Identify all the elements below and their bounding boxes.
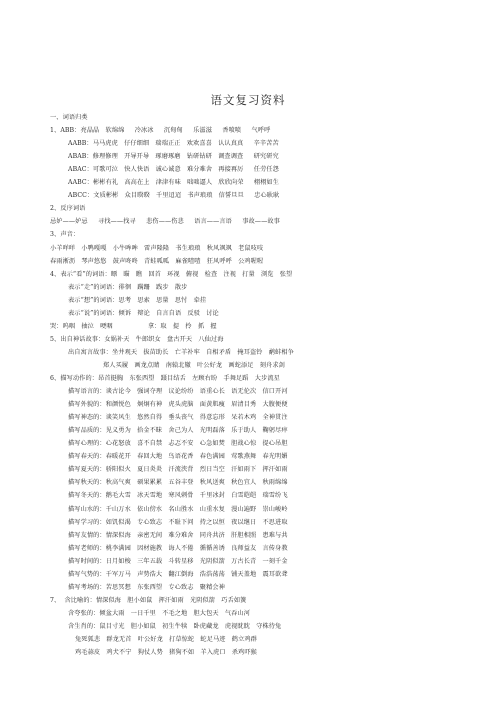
text-line: AABB：马马虎虎 仔仔细细 瑞瑞正正 欢欢喜喜 认认真真 辛辛苦苦 bbox=[68, 140, 279, 148]
text-line: 6、描写动作的：昂首挺胸 东张西望 蹑目结舌 左顾右盼 手舞足蹈 大步流星 bbox=[50, 375, 280, 382]
text-line: 忌妒——妒忌 寻找——找寻 悲伤——伤悲 语言——言语 事故——故事 bbox=[50, 218, 280, 226]
text-line: 描写友情的：情深似海 亲密无间 难分难舍 同舟共济 肝胆相照 患难与共 bbox=[68, 531, 288, 539]
text-line: ABCC：文质彬彬 众目睽睽 千里迢迢 书声琅琅 信誓旦旦 忠心耿耿 bbox=[68, 192, 280, 200]
text-line: 描写学习的：如饥似渴 专心致志 不耻下问 持之以恒 夜以继日 不思进取 bbox=[68, 518, 288, 526]
text-line: 郑人买履 画龙点睛 南辕北辙 叶公好龙 画蛇添足 刻舟求剑 bbox=[103, 361, 285, 369]
text-line: 描写冬天的：鹅毛大雪 冰天雪地 寒风刺骨 千里冰封 白雪皑皑 瑞雪纷飞 bbox=[68, 492, 288, 500]
text-line: 1、ABB：亮晶晶 软绵绵 冷冰冰 沉甸甸 乐滋滋 香喷喷 气呼呼 bbox=[50, 127, 271, 135]
text-line: ABAC：可歌可泣 快人快语 诚心诚意 难分难舍 再接再厉 任劳任怨 bbox=[68, 166, 279, 174]
text-line: 7、 含比喻的：情深似海 胆小如鼠 挥汗如雨 光阴似箭 巧舌如簧 bbox=[50, 596, 247, 604]
text-line: 描写山水的：千山万水 依山傍水 名山胜水 山重水复 漫山遍野 崇山峻岭 bbox=[68, 505, 288, 513]
text-line: 描写考场的：苦思冥想 东张西望 专心致志 聚精会神 bbox=[68, 583, 225, 591]
text-line: 描写语言的：谈古论今 强词夺理 议论纷纷 语重心长 语无伦次 信口开河 bbox=[68, 388, 288, 396]
text-line: 哭：呜咽 抽泣 哽咽 拿：取 提 拎 抓 握 bbox=[50, 322, 217, 330]
text-line: AABC：彬彬有礼 高高在上 津津有味 咄咄逼人 欣欣向荣 栩栩如生 bbox=[68, 179, 280, 187]
text-line: 鸡毛蒜皮 鸡犬不宁 狗仗人势 猪狗不如 羊入虎口 杀鸡吓猴 bbox=[75, 649, 257, 657]
text-line: 描写神态的：谈笑风生 悠然自得 垂头丧气 得意忘形 呆若木鸡 全神贯注 bbox=[68, 414, 288, 422]
text-line: 小羊咩咩 小鸭嘎嘎 小牛哞哞 雷声隆隆 书生琅琅 秋风飒飒 老鼠吱吱 bbox=[50, 244, 264, 252]
text-line: 春雨淅沥 琴声悠悠 鼓声咚咚 青蛙呱呱 麻雀喳喳 狂风呼呼 公鸡喔喔 bbox=[50, 257, 264, 265]
text-line: 描写夏天的：骄阳似火 夏日炎炎 汗流浃背 烈日当空 汗如雨下 挥汗如雨 bbox=[68, 466, 288, 474]
text-line: 描写老师的：桃李满园 因材施教 诲人不倦 循循善诱 良师益友 言传身教 bbox=[68, 544, 288, 552]
text-line: 兔死狐悲 群龙无首 叶公好龙 打草惊蛇 蛇足马迹 鹤立鸡群 bbox=[75, 636, 257, 643]
text-line: 含生肖的：鼠目寸光 胆小如鼠 初生牛犊 卧虎藏龙 虎视眈眈 守株待兔 bbox=[68, 622, 282, 630]
text-line: 5、出自神话故事：女娲补天 牛郎织女 盘古开天 八仙过海 bbox=[50, 335, 224, 343]
text-line: 含夸张的：倾盆大雨 一日千里 不毛之地 胆大包天 气吞山河 bbox=[68, 609, 250, 617]
text-line: 描写秋天的：秋高气爽 硕果累累 五谷丰登 秋风送爽 秋色宜人 秋雨绵绵 bbox=[68, 479, 288, 487]
text-line: 2、反序词语 bbox=[50, 205, 86, 213]
text-line: 描写气势的：千军万马 声势浩大 翻江倒海 浩浩荡荡 铺天盖地 震耳欲聋 bbox=[68, 570, 288, 578]
text-line: 3、声音： bbox=[50, 231, 80, 239]
text-line: ABAB：修理修理 开导开导 琢磨琢磨 钻研钻研 调查调查 研究研究 bbox=[68, 153, 279, 161]
text-line: 出自寓言故事：坐井观天 拔苗助长 亡羊补牢 自相矛盾 掩耳盗铃 鹬蚌相争 bbox=[68, 348, 294, 356]
text-line: 表示“想”的词语：思考 思索 思量 思忖 牵挂 bbox=[68, 296, 207, 304]
text-line: 表示“说”的词语：倾诉 辩论 自言自语 反驳 讨论 bbox=[68, 309, 219, 317]
text-line: 描写春天的：春暖花开 春回大地 鸟语花香 春色满园 莺歌燕舞 春光明媚 bbox=[68, 453, 288, 461]
text-line: 表示“走”的词语：徘徊 蹒跚 践步 散步 bbox=[68, 283, 188, 291]
text-line: 4、表示“看”的词语：瞟 瞄 瞧 回首 环视 俯视 检查 注视 打量 浏览 张望 bbox=[50, 270, 293, 278]
text-line: 描写时间的：日月如梭 三年五载 斗转星移 光阴似箭 万古长青 一刻千金 bbox=[68, 557, 288, 565]
text-line: 一、词语归类 bbox=[50, 114, 88, 121]
page-title: 语文复习资料 bbox=[210, 93, 286, 107]
text-line: 描写品质的：见义勇为 拾金不昧 舍己为人 光明磊落 乐于助人 鞠躬尽瘁 bbox=[68, 427, 288, 435]
text-line: 描写心理的：心花怒放 喜不自禁 忐忑不安 心急如焚 胆战心惊 提心吊胆 bbox=[68, 440, 288, 448]
text-line: 描写外貌的：和颜悦色 炯炯有神 虎头虎脑 面黄肌瘦 眉清目秀 大腹便便 bbox=[68, 401, 288, 409]
